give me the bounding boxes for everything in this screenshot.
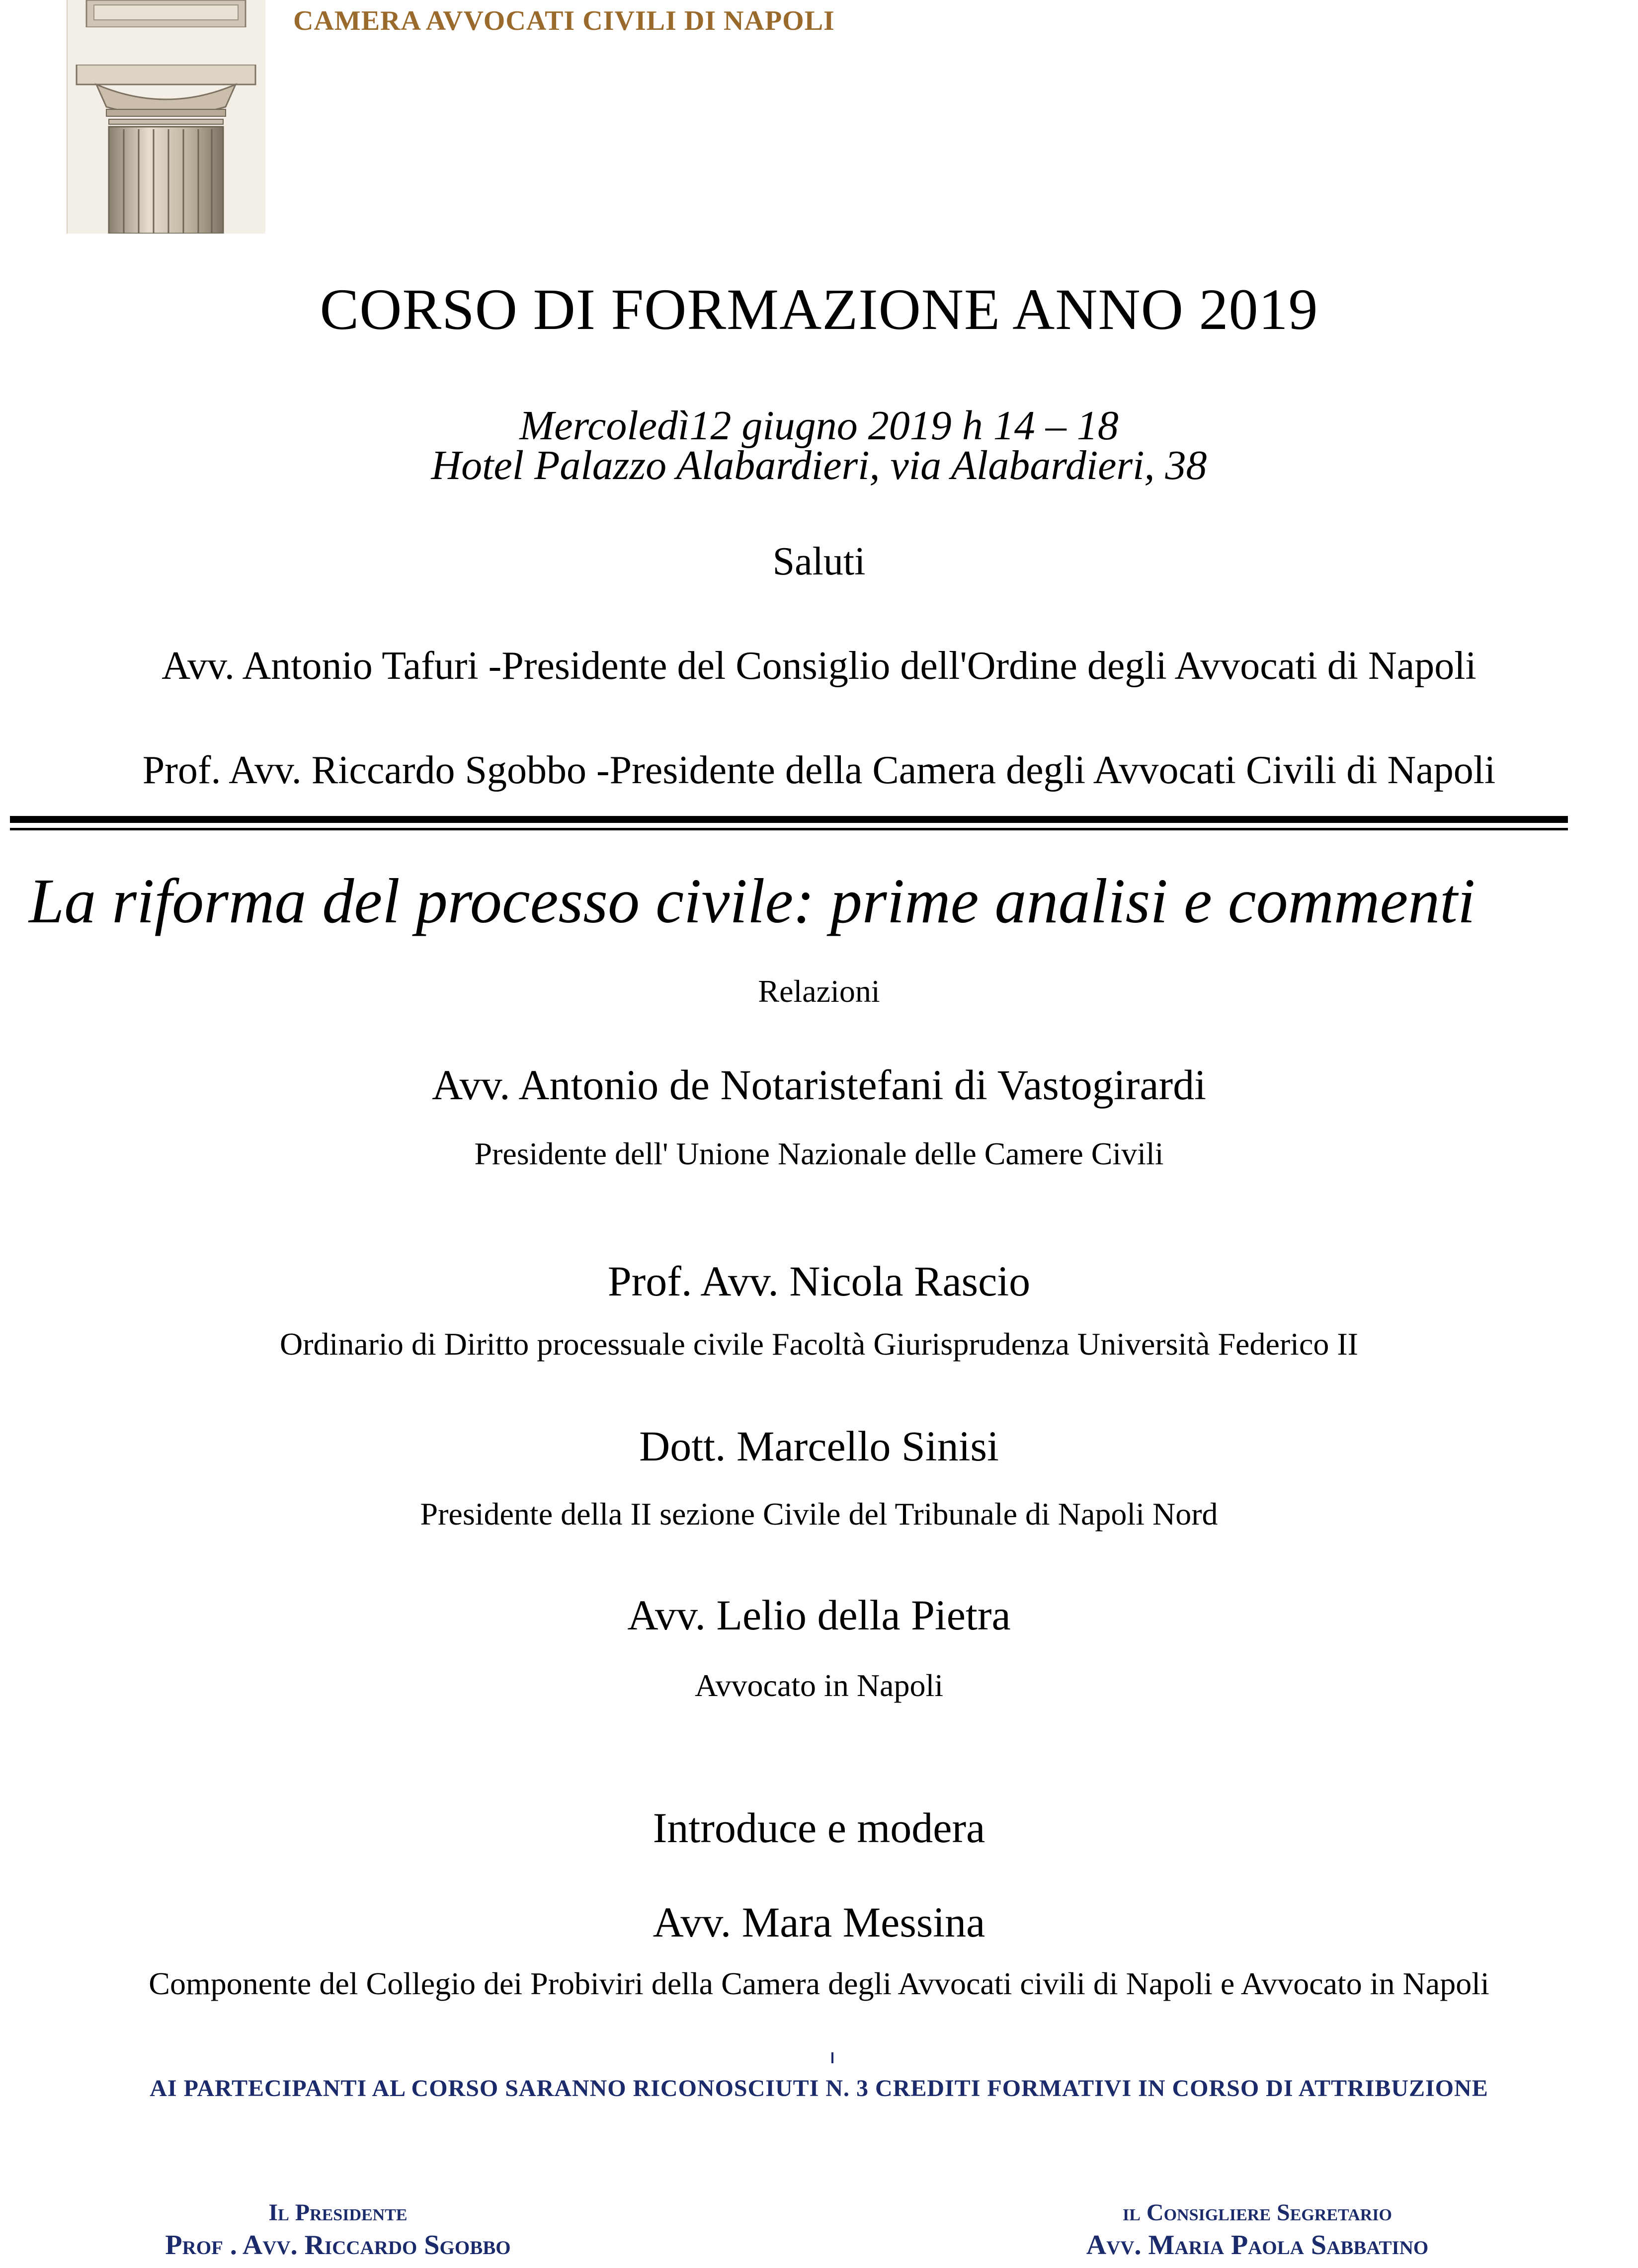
divider-rule xyxy=(10,816,1568,823)
decorative-tick xyxy=(831,2052,833,2063)
signature-name: Prof . Avv. Riccardo Sgobbo xyxy=(165,2230,511,2261)
moderator-role: Componente del Collegio dei Probiviri della Camera degli Avvocati civili di Napoli e Avvocato in Napoli xyxy=(149,1966,1489,2001)
greetings-heading: Saluti xyxy=(772,540,866,583)
moderator-heading: Introduce e modera xyxy=(653,1804,985,1852)
signature-title: Il Presidente xyxy=(268,2199,408,2226)
moderator-name: Avv. Mara Messina xyxy=(653,1898,985,1946)
speaker-name: Avv. Lelio della Pietra xyxy=(627,1591,1011,1639)
speaker-role: Avvocato in Napoli xyxy=(694,1668,944,1703)
reports-heading: Relazioni xyxy=(758,973,880,1009)
speaker-role: Presidente dell' Unione Nazionale delle Camere Civili xyxy=(474,1136,1164,1171)
credits-notice: AI PARTECIPANTI AL CORSO SARANNO RICONOSCIUTI N. 3 CREDITI FORMATIVI IN CORSO DI ATTRIBUZIONE xyxy=(150,2075,1488,2102)
course-title: CORSO DI FORMAZIONE ANNO 2019 xyxy=(320,277,1318,342)
column-capital-logo xyxy=(67,0,265,234)
signature-name: Avv. Maria Paola Sabbatino xyxy=(1086,2230,1429,2261)
event-date-time: Mercoledì12 giugno 2019 h 14 – 18 xyxy=(519,403,1119,449)
organization-name: CAMERA AVVOCATI CIVILI DI NAPOLI xyxy=(293,5,835,36)
speaker-role: Presidente della II sezione Civile del Tribunale di Napoli Nord xyxy=(420,1496,1218,1532)
signature-block-secretary xyxy=(1009,2199,1506,2261)
speaker-name: Avv. Antonio de Notaristefani di Vastogirardi xyxy=(431,1061,1207,1109)
speaker-name: Prof. Avv. Nicola Rascio xyxy=(607,1257,1031,1305)
divider-rule xyxy=(10,828,1568,830)
event-venue: Hotel Palazzo Alabardieri, via Alabardieri, 38 xyxy=(431,442,1207,488)
greeting-item: Avv. Antonio Tafuri -Presidente del Consiglio dell'Ordine degli Avvocati di Napoli xyxy=(162,644,1476,688)
signature-title: il Consigliere Segretario xyxy=(1123,2199,1392,2226)
topic-title: La riforma del processo civile: prime analisi e commenti xyxy=(29,866,1475,936)
signature-block-president xyxy=(114,2199,562,2261)
speaker-name: Dott. Marcello Sinisi xyxy=(639,1422,999,1470)
greeting-item: Prof. Avv. Riccardo Sgobbo -Presidente della Camera degli Avvocati Civili di Napoli xyxy=(142,748,1496,792)
speaker-role: Ordinario di Diritto processuale civile Facoltà Giurisprudenza Università Federico II xyxy=(280,1326,1358,1362)
